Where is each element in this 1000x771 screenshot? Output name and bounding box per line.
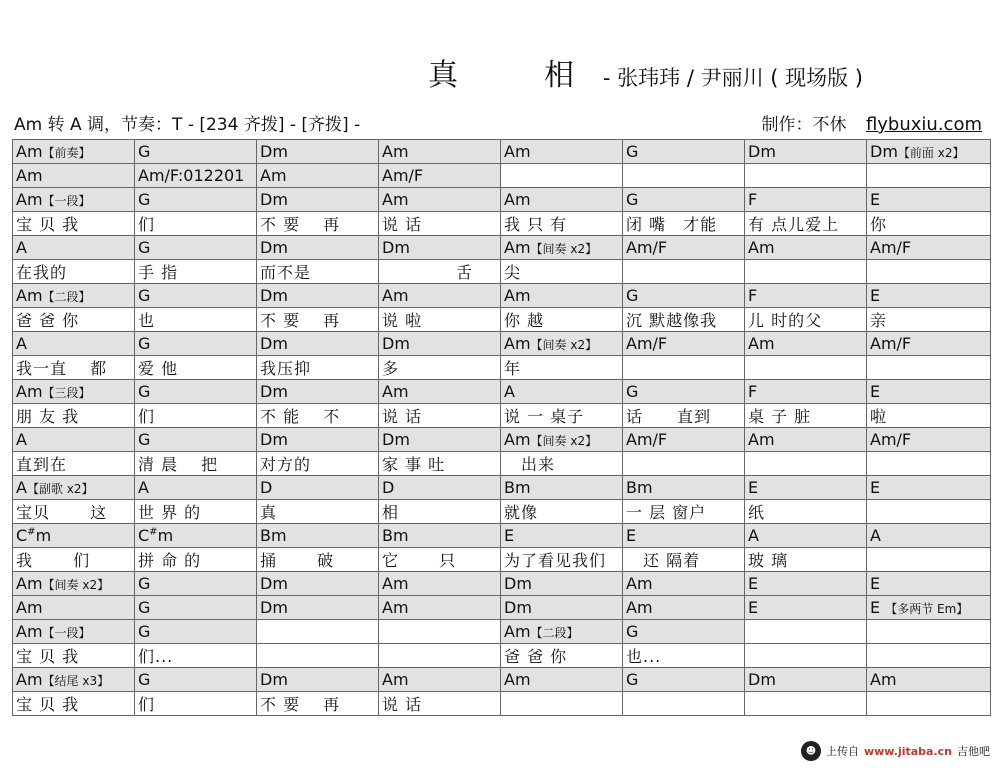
guitar-logo-icon: ☻ <box>801 741 821 761</box>
chord-cell: Dm <box>257 668 379 692</box>
lyric-row <box>13 356 991 380</box>
lyric-cell: 话 直到 <box>623 404 745 428</box>
chord-row <box>13 476 991 500</box>
lyric-cell: 就像 <box>501 500 623 524</box>
chord-cell: Bm <box>501 476 623 500</box>
lyric-cell: 舌 <box>379 260 501 284</box>
chord-cell: E <box>501 524 623 548</box>
chord-cell: E <box>745 476 867 500</box>
chord-cell: Am/F <box>623 428 745 452</box>
chord-cell: Am【间奏 x2】 <box>501 332 623 356</box>
chord-cell: Dm <box>257 332 379 356</box>
chord-cell: Am【间奏 x2】 <box>501 428 623 452</box>
chord-cell: A <box>135 476 257 500</box>
chord-cell: Am【前奏】 <box>13 140 135 164</box>
chord-cell: A <box>867 524 991 548</box>
chord-cell: Dm <box>745 140 867 164</box>
lyric-cell: 你 越 <box>501 308 623 332</box>
chord-row <box>13 380 991 404</box>
lyric-cell: 说 一 桌子 <box>501 404 623 428</box>
lyric-cell: 年 <box>501 356 623 380</box>
lyric-cell: 手 指 <box>135 260 257 284</box>
chord-cell: Am <box>867 668 991 692</box>
lyric-cell: 爱 他 <box>135 356 257 380</box>
chord-cell: Dm <box>257 596 379 620</box>
chord-cell: Am <box>379 284 501 308</box>
chord-row <box>13 668 991 692</box>
lyric-cell: 不 要 再 <box>257 308 379 332</box>
chord-cell: A <box>13 236 135 260</box>
lyric-cell: 你 <box>867 212 991 236</box>
lyric-cell <box>379 644 501 668</box>
chord-cell: G <box>623 380 745 404</box>
song-title <box>428 50 863 94</box>
lyric-row <box>13 308 991 332</box>
chord-cell: Dm <box>379 236 501 260</box>
lyric-cell: 还 隔着 <box>623 548 745 572</box>
lyric-cell <box>867 500 991 524</box>
lyric-cell: 为了看见我们 <box>501 548 623 572</box>
chord-cell <box>745 620 867 644</box>
lyric-cell: 它 只 <box>379 548 501 572</box>
chord-cell: E 【多两节 Em】 <box>867 596 991 620</box>
lyric-cell: 们 <box>135 212 257 236</box>
lyric-cell: 直到在 <box>13 452 135 476</box>
lyric-cell: 清 晨 把 <box>135 452 257 476</box>
chord-cell: Am <box>501 140 623 164</box>
chord-cell: E <box>867 476 991 500</box>
chord-row <box>13 620 991 644</box>
lyric-cell: 相 <box>379 500 501 524</box>
title-main: 真 相 <box>428 58 602 93</box>
chord-cell: Am【结尾 x3】 <box>13 668 135 692</box>
lyric-cell <box>623 260 745 284</box>
lyric-cell <box>867 356 991 380</box>
chord-cell: D <box>257 476 379 500</box>
chord-cell: G <box>623 140 745 164</box>
chord-cell: A <box>501 380 623 404</box>
chord-cell: Dm <box>257 284 379 308</box>
lyric-row <box>13 692 991 716</box>
lyric-cell: 们 <box>135 404 257 428</box>
chord-cell: Am/F:012201 <box>135 164 257 188</box>
chord-cell: Bm <box>257 524 379 548</box>
chord-cell: Am【二段】 <box>13 284 135 308</box>
footer-name: 吉他吧 <box>957 745 990 758</box>
lyric-row <box>13 644 991 668</box>
chord-cell: Am <box>745 236 867 260</box>
chord-cell: Am <box>379 140 501 164</box>
chord-cell: E <box>745 572 867 596</box>
chord-cell: Dm <box>257 188 379 212</box>
chord-cell: Am/F <box>379 164 501 188</box>
lyric-cell: 有 点儿爱上 <box>745 212 867 236</box>
chord-row <box>13 236 991 260</box>
lyric-cell: 朋 友 我 <box>13 404 135 428</box>
lyric-cell: 宝 贝 我 <box>13 644 135 668</box>
chord-cell: E <box>867 572 991 596</box>
chord-cell: Am/F <box>867 428 991 452</box>
lyric-cell: 爸 爸 你 <box>13 308 135 332</box>
lyric-cell: 宝 贝 我 <box>13 692 135 716</box>
lyric-row <box>13 500 991 524</box>
chord-cell: Am/F <box>623 332 745 356</box>
chord-cell: A <box>745 524 867 548</box>
chord-cell <box>867 164 991 188</box>
lyric-cell: 我 只 有 <box>501 212 623 236</box>
lyric-cell: 我一直 都 <box>13 356 135 380</box>
lyric-cell <box>745 356 867 380</box>
lyric-cell: 纸 <box>745 500 867 524</box>
lyric-row <box>13 212 991 236</box>
chord-row <box>13 188 991 212</box>
chord-cell: G <box>135 140 257 164</box>
chord-cell: Am <box>501 284 623 308</box>
lyric-cell: 说 话 <box>379 692 501 716</box>
chord-cell: A <box>13 332 135 356</box>
chord-cell: C#m <box>135 524 257 548</box>
lyric-cell: 桌 子 脏 <box>745 404 867 428</box>
chord-cell <box>745 164 867 188</box>
chord-cell: Am【一段】 <box>13 620 135 644</box>
chord-cell: A【副歌 x2】 <box>13 476 135 500</box>
chord-cell: Am <box>623 596 745 620</box>
chord-cell: Bm <box>623 476 745 500</box>
chord-cell: G <box>623 668 745 692</box>
lyric-row <box>13 452 991 476</box>
chord-cell: Am【三段】 <box>13 380 135 404</box>
chord-cell: Am <box>257 164 379 188</box>
lyric-cell <box>623 356 745 380</box>
lyric-cell: 闭 嘴 才能 <box>623 212 745 236</box>
lyric-cell <box>745 692 867 716</box>
title-artist: - 张玮玮 / 尹丽川 ( 现场版 ) <box>602 66 863 90</box>
lyric-cell: 宝贝 这 <box>13 500 135 524</box>
lyric-cell <box>623 692 745 716</box>
footer-site[interactable]: www.jitaba.cn <box>863 744 952 758</box>
chord-row <box>13 284 991 308</box>
chord-cell: G <box>135 332 257 356</box>
chord-cell <box>623 164 745 188</box>
lyric-cell <box>745 452 867 476</box>
chord-cell: Am <box>379 668 501 692</box>
chord-cell: G <box>135 572 257 596</box>
chord-cell: Am <box>13 596 135 620</box>
chord-cell: Am <box>745 332 867 356</box>
chord-cell <box>379 620 501 644</box>
lyric-cell: 不 要 再 <box>257 212 379 236</box>
lyric-cell <box>867 260 991 284</box>
chord-cell: Am <box>379 572 501 596</box>
lyric-cell: 沉 默越像我 <box>623 308 745 332</box>
chord-cell: G <box>135 284 257 308</box>
site-link[interactable]: flybuxiu.com <box>865 114 982 135</box>
chord-cell: D <box>379 476 501 500</box>
chord-cell: E <box>867 284 991 308</box>
lyric-cell <box>867 644 991 668</box>
lyric-cell <box>867 692 991 716</box>
chord-cell: Dm <box>257 140 379 164</box>
chord-row <box>13 140 991 164</box>
chord-cell: Dm <box>379 428 501 452</box>
chord-cell: G <box>623 284 745 308</box>
lyric-cell: 说 话 <box>379 404 501 428</box>
lyric-cell: 真 <box>257 500 379 524</box>
credit <box>762 110 982 135</box>
chord-row <box>13 164 991 188</box>
chord-cell: Am <box>501 668 623 692</box>
lyric-cell: 世 界 的 <box>135 500 257 524</box>
lyric-row <box>13 404 991 428</box>
chord-cell: Dm <box>257 428 379 452</box>
chord-cell: G <box>135 428 257 452</box>
chord-cell: Dm <box>379 332 501 356</box>
chord-cell: Dm <box>745 668 867 692</box>
chord-cell: Dm <box>257 572 379 596</box>
chord-row <box>13 428 991 452</box>
chord-cell: Dm【前面 x2】 <box>867 140 991 164</box>
chord-cell: Am/F <box>867 332 991 356</box>
lyric-cell: 说 啦 <box>379 308 501 332</box>
chord-cell: G <box>135 668 257 692</box>
lyric-cell: 也 <box>135 308 257 332</box>
maker-label: 制作：不休 <box>761 115 847 135</box>
chord-cell: E <box>867 188 991 212</box>
lyric-cell <box>257 644 379 668</box>
lyric-cell: 宝 贝 我 <box>13 212 135 236</box>
chord-row <box>13 596 991 620</box>
chord-cell: G <box>135 380 257 404</box>
lyric-cell: 我压抑 <box>257 356 379 380</box>
lyric-cell: 拼 命 的 <box>135 548 257 572</box>
lyric-cell: 而不是 <box>257 260 379 284</box>
chord-row <box>13 332 991 356</box>
key-info: Am 转 A 调，节奏：T - [234 齐拨] - [齐拨] - <box>14 115 361 135</box>
chord-cell: Am <box>379 596 501 620</box>
lyric-cell: 尖 <box>501 260 623 284</box>
chord-sheet-body <box>13 140 991 716</box>
lyric-cell: 亲 <box>867 308 991 332</box>
lyric-row <box>13 548 991 572</box>
chord-cell: Dm <box>501 596 623 620</box>
lyric-cell <box>745 260 867 284</box>
lyric-cell: 啦 <box>867 404 991 428</box>
lyric-cell: 捅 破 <box>257 548 379 572</box>
chord-cell: C#m <box>13 524 135 548</box>
lyric-cell: 们 <box>135 692 257 716</box>
chord-cell: Am <box>379 188 501 212</box>
lyric-cell: 儿 时的父 <box>745 308 867 332</box>
chord-cell: Am【间奏 x2】 <box>13 572 135 596</box>
chord-cell: Dm <box>257 380 379 404</box>
chord-cell: E <box>867 380 991 404</box>
lyric-row <box>13 260 991 284</box>
chord-cell: Am <box>501 188 623 212</box>
lyric-cell <box>867 452 991 476</box>
chord-cell: F <box>745 284 867 308</box>
chord-cell: G <box>623 188 745 212</box>
chord-cell: Am/F <box>867 236 991 260</box>
lyric-cell: 玻 璃 <box>745 548 867 572</box>
lyric-cell: 不 要 再 <box>257 692 379 716</box>
lyric-cell: 爸 爸 你 <box>501 644 623 668</box>
lyric-cell: 一 层 窗户 <box>623 500 745 524</box>
lyric-cell: 在我的 <box>13 260 135 284</box>
upload-text: 上传自 <box>825 745 859 758</box>
chord-cell: F <box>745 380 867 404</box>
chord-cell: Am <box>745 428 867 452</box>
chord-cell: G <box>135 188 257 212</box>
chord-cell: A <box>13 428 135 452</box>
chord-cell <box>501 164 623 188</box>
lyric-cell: 出来 <box>501 452 623 476</box>
chord-cell: G <box>135 596 257 620</box>
chord-cell: E <box>745 596 867 620</box>
chord-cell: Am <box>379 380 501 404</box>
chord-cell: E <box>623 524 745 548</box>
lyric-cell: 家 事 吐 <box>379 452 501 476</box>
chord-cell: G <box>135 236 257 260</box>
chord-cell: Am【一段】 <box>13 188 135 212</box>
lyric-cell <box>623 452 745 476</box>
lyric-cell: 对方的 <box>257 452 379 476</box>
footer-watermark <box>801 741 990 761</box>
chord-cell: G <box>135 620 257 644</box>
chord-cell: G <box>623 620 745 644</box>
lyric-cell <box>501 692 623 716</box>
chord-cell: Am/F <box>623 236 745 260</box>
lyric-cell: 说 话 <box>379 212 501 236</box>
chord-cell <box>257 620 379 644</box>
chord-cell: Bm <box>379 524 501 548</box>
chord-cell: Dm <box>501 572 623 596</box>
chord-cell: Am <box>13 164 135 188</box>
chord-row <box>13 572 991 596</box>
chord-cell: Am <box>623 572 745 596</box>
lyric-cell: 不 能 不 <box>257 404 379 428</box>
lyric-cell: 我 们 <box>13 548 135 572</box>
chord-cell: F <box>745 188 867 212</box>
chord-cell <box>867 620 991 644</box>
lyric-cell: 也... <box>623 644 745 668</box>
chord-cell: Dm <box>257 236 379 260</box>
lyric-cell: 们... <box>135 644 257 668</box>
chord-cell: Am【间奏 x2】 <box>501 236 623 260</box>
chord-cell: Am【二段】 <box>501 620 623 644</box>
chord-sheet-table <box>12 139 991 716</box>
lyric-cell: 多 <box>379 356 501 380</box>
lyric-cell <box>867 548 991 572</box>
chord-row <box>13 524 991 548</box>
lyric-cell <box>745 644 867 668</box>
